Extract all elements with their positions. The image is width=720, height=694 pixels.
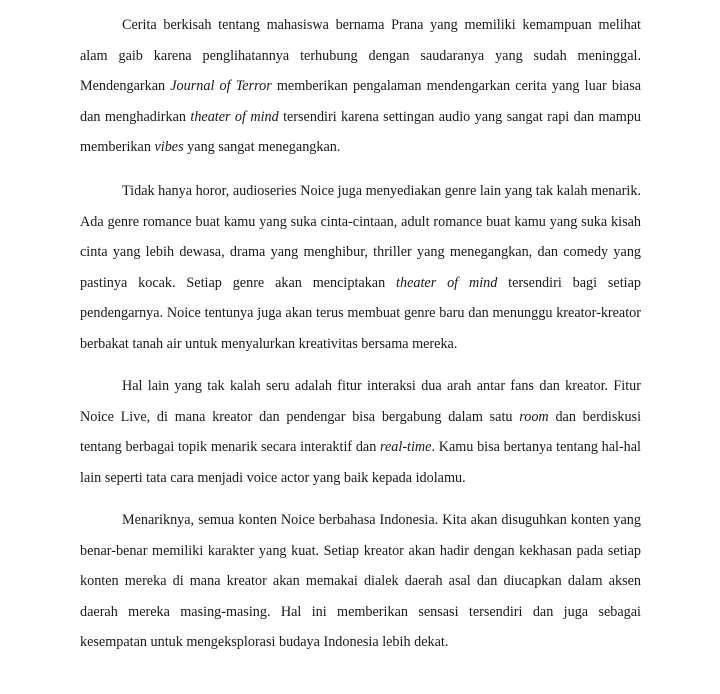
paragraph-4	[80, 505, 641, 658]
paragraph-2	[80, 176, 641, 360]
paragraph-1-text: yang sangat menegangkan.	[183, 139, 341, 156]
paragraph-1	[80, 10, 641, 163]
paragraph-3	[80, 371, 641, 493]
italic-theater-of-mind: theater of mind	[190, 108, 279, 125]
paragraph-1-text: Cerita berkisah tentang mahasiswa bernama Prana yang memiliki kemampuan melihat alam gaib karena penglihatannya terhubung dengan saudaranya yang sudah meninggal. Mendengarkan	[80, 17, 641, 95]
paragraph-1-text: tersendiri karena settingan audio yang sangat rapi dan mampu memberikan	[80, 108, 642, 156]
italic-journal-of-terror: Journal of Terror	[170, 78, 272, 95]
paragraph-3-text: Hal lain yang tak kalah seru adalah fitur interaksi dua arah antar fans dan kreator. Fitur Noice Live, di mana kreator dan pendengar bisa bergabung dalam satu	[80, 378, 641, 425]
paragraph-1-text: memberikan pengalaman mendengarkan cerita yang luar biasa dan menghadirkan	[80, 78, 642, 125]
paragraph-4-text: Menariknya, semua konten Noice berbahasa Indonesia. Kita akan disuguhkan konten yang benar-benar memiliki karakter yang kuat. Setiap kreator akan hadir dengan kekhasan pada setiap konten mereka di mana kreator akan memakai dialek daerah asal dan diucapkan dalam aksen daerah mereka masing-masing. Hal ini memberikan sensasi tersendiri dan juga sebagai kesempatan untuk mengeksplorasi budaya Indonesia lebih dekat.	[80, 512, 641, 651]
paragraph-2-text: Tidak hanya horor, audioseries Noice juga menyediakan genre lain yang tak kalah menarik. Ada genre romance buat kamu yang suka cinta-cintaan, adult romance buat kamu yang suka kisah cinta yang lebih dewasa, drama yang menghibur, thriller yang menegangkan, dan comedy yang pastinya kocak. Setiap genre akan menciptakan	[80, 183, 641, 291]
italic-real-time: real-time	[380, 439, 432, 456]
italic-vibes: vibes	[154, 139, 184, 156]
italic-room: room	[519, 408, 549, 425]
paragraph-3-text: dan berdiskusi tentang berbagai topik menarik secara interaktif dan	[80, 408, 642, 456]
italic-theater-of-mind: theater of mind	[396, 274, 498, 291]
paragraph-2-text: tersendiri bagi setiap pendengarnya. Noice tentunya juga akan terus membuat genre baru dan menunggu kreator-kreator berbakat tanah air untuk menyalurkan kreativitas bersama mereka.	[80, 274, 641, 352]
paragraph-3-text: . Kamu bisa bertanya tentang hal-hal lain seperti tata cara menjadi voice actor yang baik kepada idolamu.	[80, 439, 641, 486]
